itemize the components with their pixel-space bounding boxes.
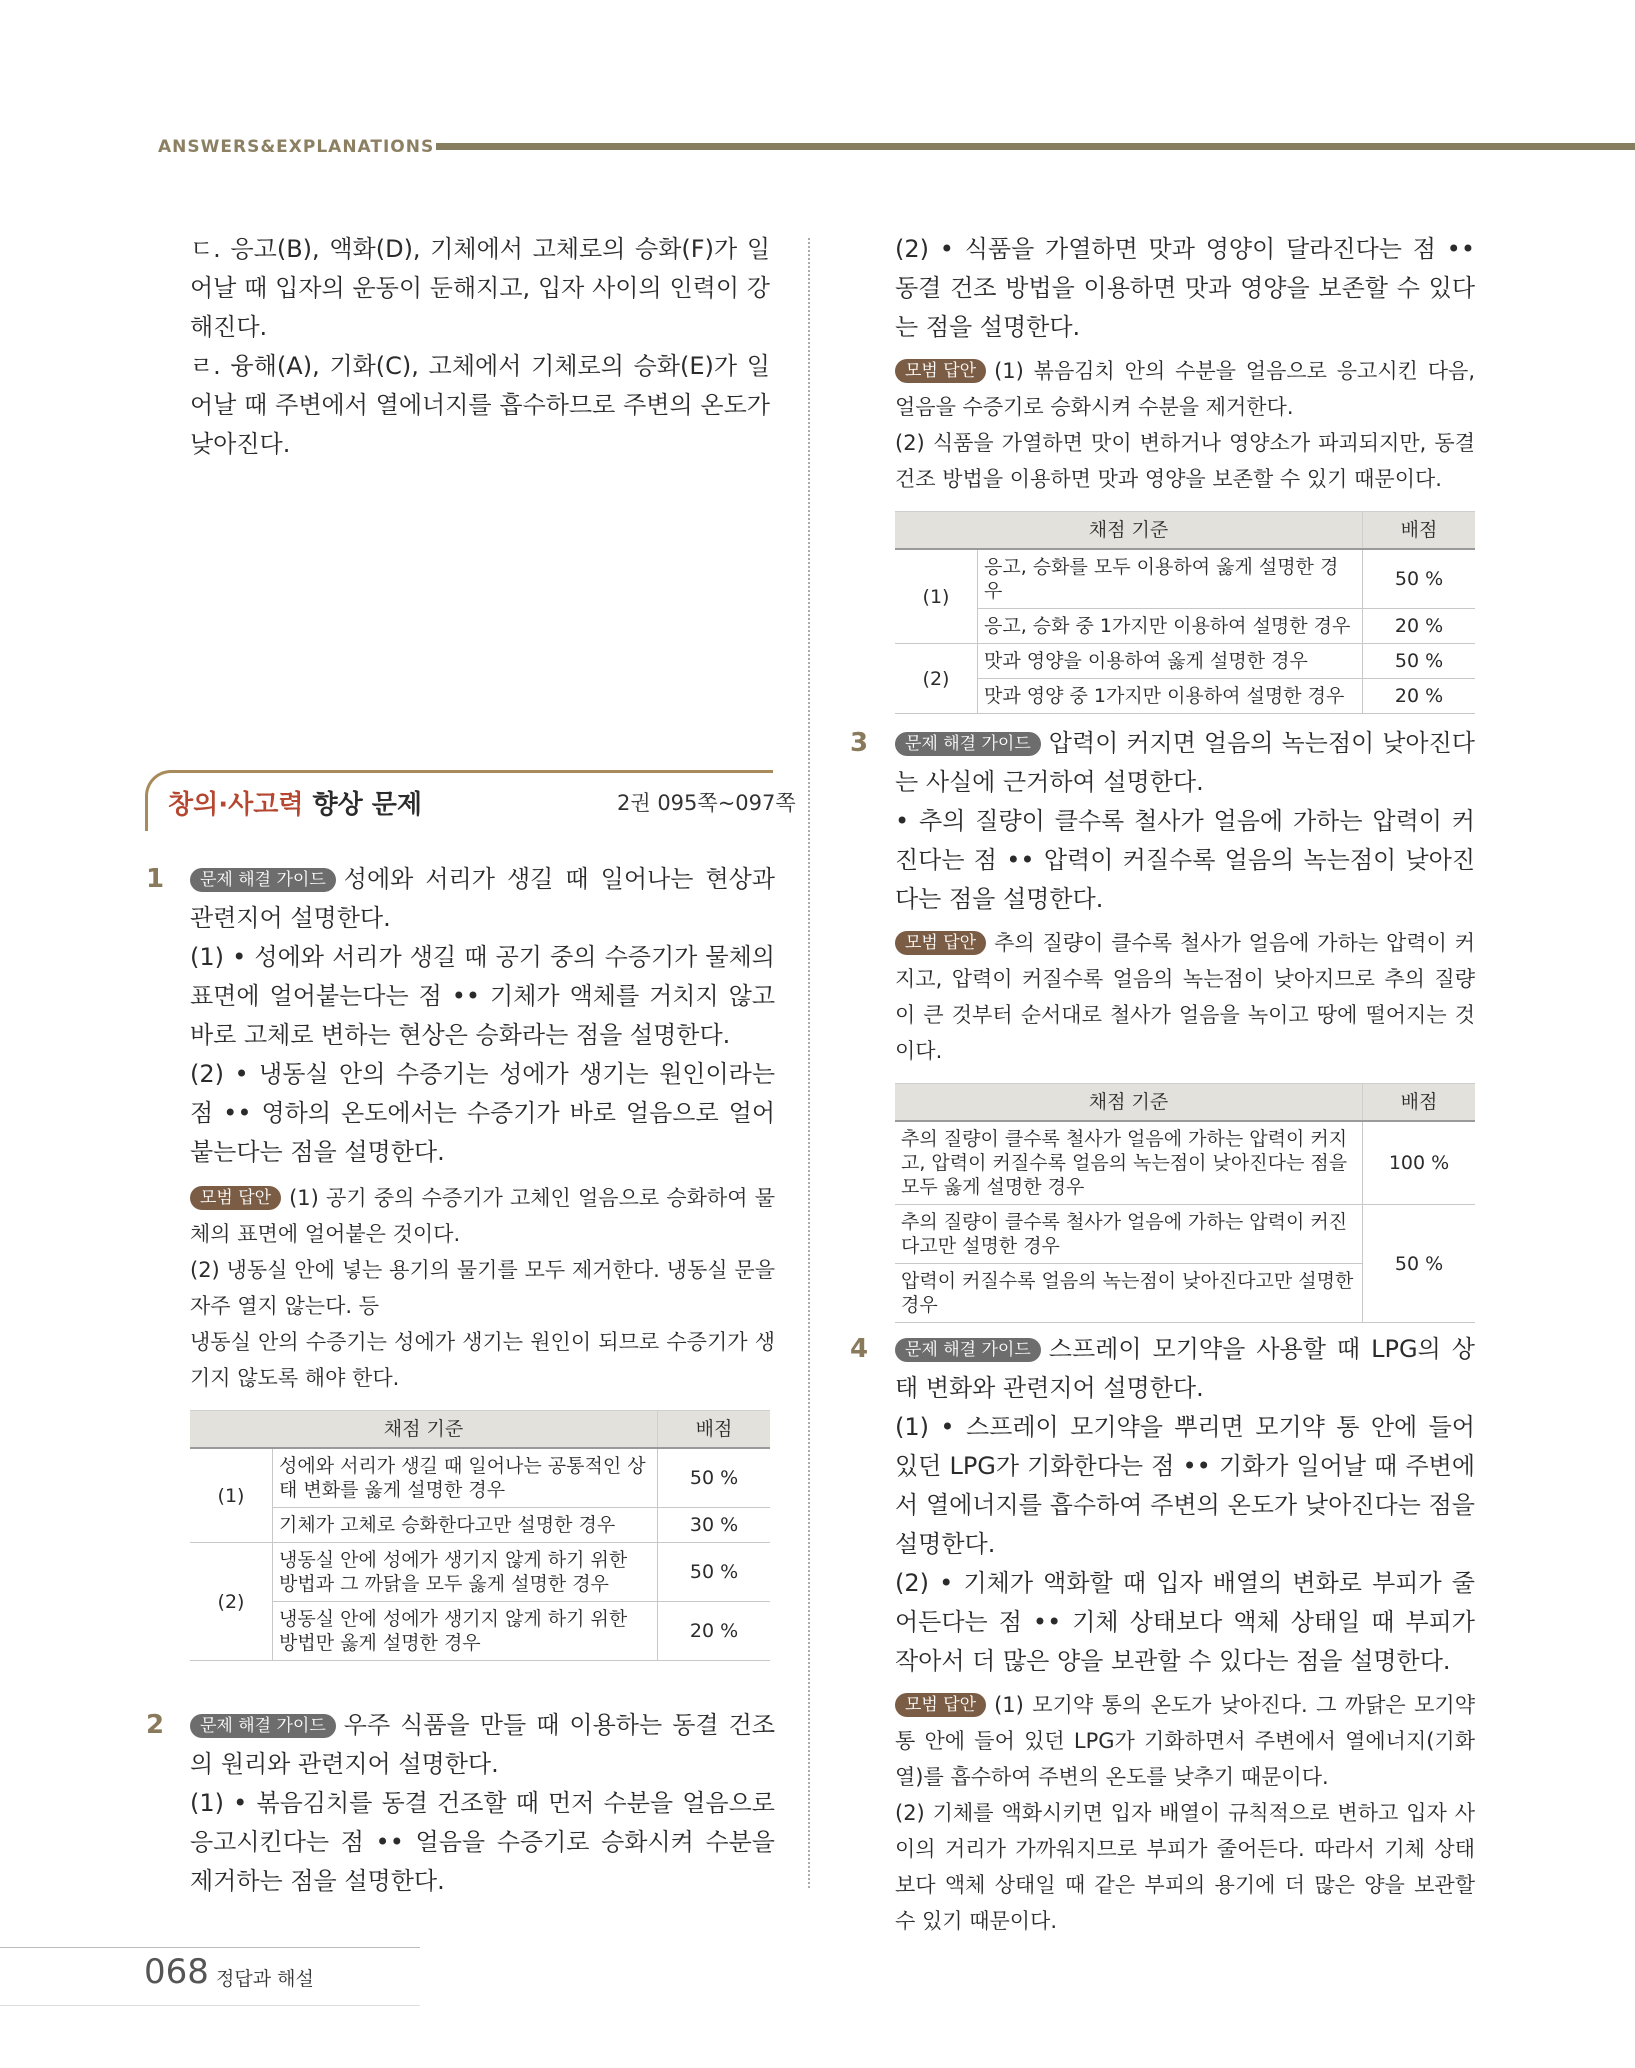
- table-criteria: 추의 질량이 클수록 철사가 얼음에 가하는 압력이 커지고, 압력이 커질수록 얼음의 녹는점이 낮아진다는 점을 모두 옳게 설명한 경우: [895, 1121, 1363, 1205]
- right-column: [895, 230, 1475, 734]
- section-title-highlight: 창의·사고력: [168, 790, 304, 820]
- guide-badge: 문제 해결 가이드: [190, 868, 336, 892]
- table-criteria: 기체가 고체로 승화한다고만 설명한 경우: [273, 1508, 658, 1543]
- question-number-3: 3: [850, 728, 869, 758]
- left-column: [190, 230, 770, 464]
- points-header: 배점: [1363, 512, 1476, 550]
- table-row: [190, 1448, 770, 1508]
- table-row: [895, 549, 1475, 609]
- table-row: [190, 1602, 770, 1661]
- table-row: [895, 609, 1475, 644]
- table-row: [895, 644, 1475, 679]
- criteria-header: 채점 기준: [190, 1411, 658, 1449]
- q4-guide-text: 스프레이 모기약을 사용할 때 LPG의 상태 변화와 관련지어 설명한다.: [895, 1335, 1475, 1402]
- section-title: [168, 784, 422, 821]
- q2-guide: [190, 1706, 775, 1784]
- q4-point-1: (1) • 스프레이 모기약을 뿌리면 모기약 통 안에 들어 있던 LPG가 기화한다는 점 •• 기화가 일어날 때 주변에서 열에너지를 흡수하여 주변의 온도가 낮아진다는 점을 설명한다.: [895, 1413, 1475, 1558]
- table-points: 50 %: [658, 1543, 771, 1602]
- table-row: [190, 1543, 770, 1602]
- section-title-rest: 향상 문제: [303, 790, 423, 820]
- section-reference: 2권 095쪽~097쪽: [617, 791, 796, 815]
- criteria-header: 채점 기준: [895, 512, 1363, 550]
- q2-point-2: (2) • 식품을 가열하면 맛과 영양이 달라진다는 점 •• 동결 건조 방법을 이용하면 맛과 영양을 보존할 수 있다는 점을 설명한다.: [895, 235, 1475, 341]
- table-points: 20 %: [1363, 679, 1476, 714]
- column-divider: [808, 238, 810, 1888]
- q4-answer-1-text: (1) 모기약 통의 온도가 낮아진다. 그 까닭은 모기약 통 안에 들어 있던 LPG가 기화하면서 주변에서 열에너지(기화열)를 흡수하여 주변의 온도를 낮추기 때문이다.: [895, 1693, 1475, 1789]
- table-row: [190, 1508, 770, 1543]
- table-points: 50 %: [1363, 644, 1476, 679]
- page-number: 068: [144, 1952, 209, 1992]
- table-criteria: 추의 질량이 클수록 철사가 얼음에 가하는 압력이 커진다고만 설명한 경우: [895, 1205, 1363, 1264]
- question-1: [190, 860, 775, 1681]
- question-2: [190, 1706, 775, 1901]
- footer-rule-bottom: [0, 2005, 420, 2006]
- q1-answer-3: 냉동실 안의 수증기는 성에가 생기는 원인이 되므로 수증기가 생기지 않도록 해야 한다.: [190, 1330, 775, 1390]
- guide-badge: 문제 해결 가이드: [895, 732, 1041, 756]
- table-row: [895, 679, 1475, 714]
- q1-scoring-table: [190, 1410, 770, 1661]
- answer-badge: 모범 답안: [895, 1693, 986, 1717]
- q2-point-1: (1) • 볶음김치를 동결 건조할 때 먼저 수분을 얼음으로 응고시킨다는 점 •• 얼음을 수증기로 승화시켜 수분을 제거하는 점을 설명한다.: [190, 1789, 775, 1895]
- guide-badge: 문제 해결 가이드: [190, 1714, 336, 1738]
- table-criteria: 냉동실 안에 성에가 생기지 않게 하기 위한 방법만 옳게 설명한 경우: [273, 1602, 658, 1661]
- table-row: [895, 1121, 1475, 1205]
- q1-answer-1-text: (1) 공기 중의 수증기가 고체인 얼음으로 승화하여 물체의 표면에 얼어붙은 것이다.: [190, 1186, 775, 1246]
- q1-guide: [190, 860, 775, 938]
- question-number-2: 2: [146, 1710, 165, 1740]
- answer-badge: 모범 답안: [895, 359, 986, 383]
- table-sub: (2): [895, 644, 978, 714]
- q4-point-2: (2) • 기체가 액화할 때 입자 배열의 변화로 부피가 줄어든다는 점 •• 기체 상태보다 액체 상태일 때 부피가 작아서 더 많은 양을 보관할 수 있다는 점을 설명한다.: [895, 1569, 1475, 1675]
- q2-answer-1-text: (1) 볶음김치 안의 수분을 얼음으로 응고시킨 다음, 얼음을 수증기로 승화시켜 수분을 제거한다.: [895, 359, 1475, 419]
- q4-answer-2: (2) 기체를 액화시키면 입자 배열이 규칙적으로 변하고 입자 사이의 거리가 가까워지므로 부피가 줄어든다. 따라서 기체 상태보다 액체 상태일 때 같은 부피의 용기에 더 많은 양을 보관할 수 있기 때문이다.: [895, 1801, 1475, 1933]
- table-points: 20 %: [1363, 609, 1476, 644]
- table-sub: (1): [895, 549, 978, 644]
- table-points: 50 %: [658, 1448, 771, 1508]
- table-criteria: 응고, 승화를 모두 이용하여 옳게 설명한 경우: [978, 549, 1363, 609]
- q3-answer-1: [895, 925, 1475, 1069]
- q2-answer-1: [895, 353, 1475, 425]
- header-bar: [436, 143, 1635, 150]
- table-points: 50 %: [1363, 1205, 1476, 1323]
- table-row: [895, 1205, 1475, 1264]
- q1-point-1: (1) • 성에와 서리가 생길 때 공기 중의 수증기가 물체의 표면에 얼어붙는다는 점 •• 기체가 액체를 거치지 않고 바로 고체로 변하는 현상은 승화라는 점을 설명한다.: [190, 943, 775, 1049]
- q3-scoring-table: [895, 1083, 1475, 1323]
- item-r-text: ㄹ. 융해(A), 기화(C), 고체에서 기체로의 승화(E)가 일어날 때 주변에서 열에너지를 흡수하므로 주변의 온도가 낮아진다.: [190, 352, 770, 458]
- table-criteria: 성에와 서리가 생길 때 일어나는 공통적인 상태 변화를 옳게 설명한 경우: [273, 1448, 658, 1508]
- answer-badge: 모범 답안: [190, 1186, 281, 1210]
- table-criteria: 냉동실 안에 성에가 생기지 않게 하기 위한 방법과 그 까닭을 모두 옳게 설명한 경우: [273, 1543, 658, 1602]
- q3-guide: [895, 724, 1475, 802]
- q2-answer-2: (2) 식품을 가열하면 맛이 변하거나 영양소가 파괴되지만, 동결 건조 방법을 이용하면 맛과 영양을 보존할 수 있기 때문이다.: [895, 431, 1475, 491]
- criteria-header: 채점 기준: [895, 1084, 1363, 1122]
- question-number-4: 4: [850, 1334, 869, 1364]
- table-criteria: 맛과 영양을 이용하여 옳게 설명한 경우: [978, 644, 1363, 679]
- points-header: 배점: [658, 1411, 771, 1449]
- q3-guide-text: 압력이 커지면 얼음의 녹는점이 낮아진다는 사실에 근거하여 설명한다.: [895, 729, 1475, 796]
- table-criteria: 맛과 영양 중 1가지만 이용하여 설명한 경우: [978, 679, 1363, 714]
- q1-point-2: (2) • 냉동실 안의 수증기는 성에가 생기는 원인이라는 점 •• 영하의 온도에서는 수증기가 바로 얼음으로 얼어붙는다는 점을 설명한다.: [190, 1060, 775, 1166]
- table-points: 100 %: [1363, 1121, 1476, 1205]
- table-sub: (2): [190, 1543, 273, 1661]
- table-points: 20 %: [658, 1602, 771, 1661]
- footer-label: 정답과 해설: [216, 1968, 314, 1990]
- q2-guide-text: 우주 식품을 만들 때 이용하는 동결 건조의 원리와 관련지어 설명한다.: [190, 1711, 775, 1778]
- q1-guide-text: 성에와 서리가 생길 때 일어나는 현상과 관련지어 설명한다.: [190, 865, 775, 932]
- footer-rule: [0, 1947, 420, 1948]
- q1-answer-1: [190, 1180, 775, 1252]
- table-points: 30 %: [658, 1508, 771, 1543]
- q4-answer-1: [895, 1687, 1475, 1795]
- question-number-1: 1: [146, 864, 165, 894]
- points-header: 배점: [1363, 1084, 1476, 1122]
- table-points: 50 %: [1363, 549, 1476, 609]
- guide-badge: 문제 해결 가이드: [895, 1338, 1041, 1362]
- table-criteria: 응고, 승화 중 1가지만 이용하여 설명한 경우: [978, 609, 1363, 644]
- q1-answer-2: (2) 냉동실 안에 넣는 용기의 물기를 모두 제거한다. 냉동실 문을 자주 열지 않는다. 등: [190, 1258, 775, 1318]
- q4-guide: [895, 1330, 1475, 1408]
- q2-scoring-table: [895, 511, 1475, 714]
- q3-answer-1-text: 추의 질량이 클수록 철사가 얼음에 가하는 압력이 커지고, 압력이 커질수록 얼음의 녹는점이 낮아지므로 추의 질량이 큰 것부터 순서대로 철사가 얼음을 녹이고 땅에 떨어지는 것이다.: [895, 931, 1475, 1063]
- question-4: [895, 1330, 1475, 1939]
- table-sub: (1): [190, 1448, 273, 1543]
- answer-badge: 모범 답안: [895, 931, 986, 955]
- item-d-text: ㄷ. 응고(B), 액화(D), 기체에서 고체로의 승화(F)가 일어날 때 입자의 운동이 둔해지고, 입자 사이의 인력이 강해진다.: [190, 235, 770, 341]
- question-3: [895, 724, 1475, 1343]
- q3-point-1: • 추의 질량이 클수록 철사가 얼음에 가하는 압력이 커진다는 점 •• 압력이 커질수록 얼음의 녹는점이 낮아진다는 점을 설명한다.: [895, 807, 1475, 913]
- running-header: ANSWERS&EXPLANATIONS: [158, 137, 435, 157]
- table-criteria: 압력이 커질수록 얼음의 녹는점이 낮아진다고만 설명한 경우: [895, 1264, 1363, 1323]
